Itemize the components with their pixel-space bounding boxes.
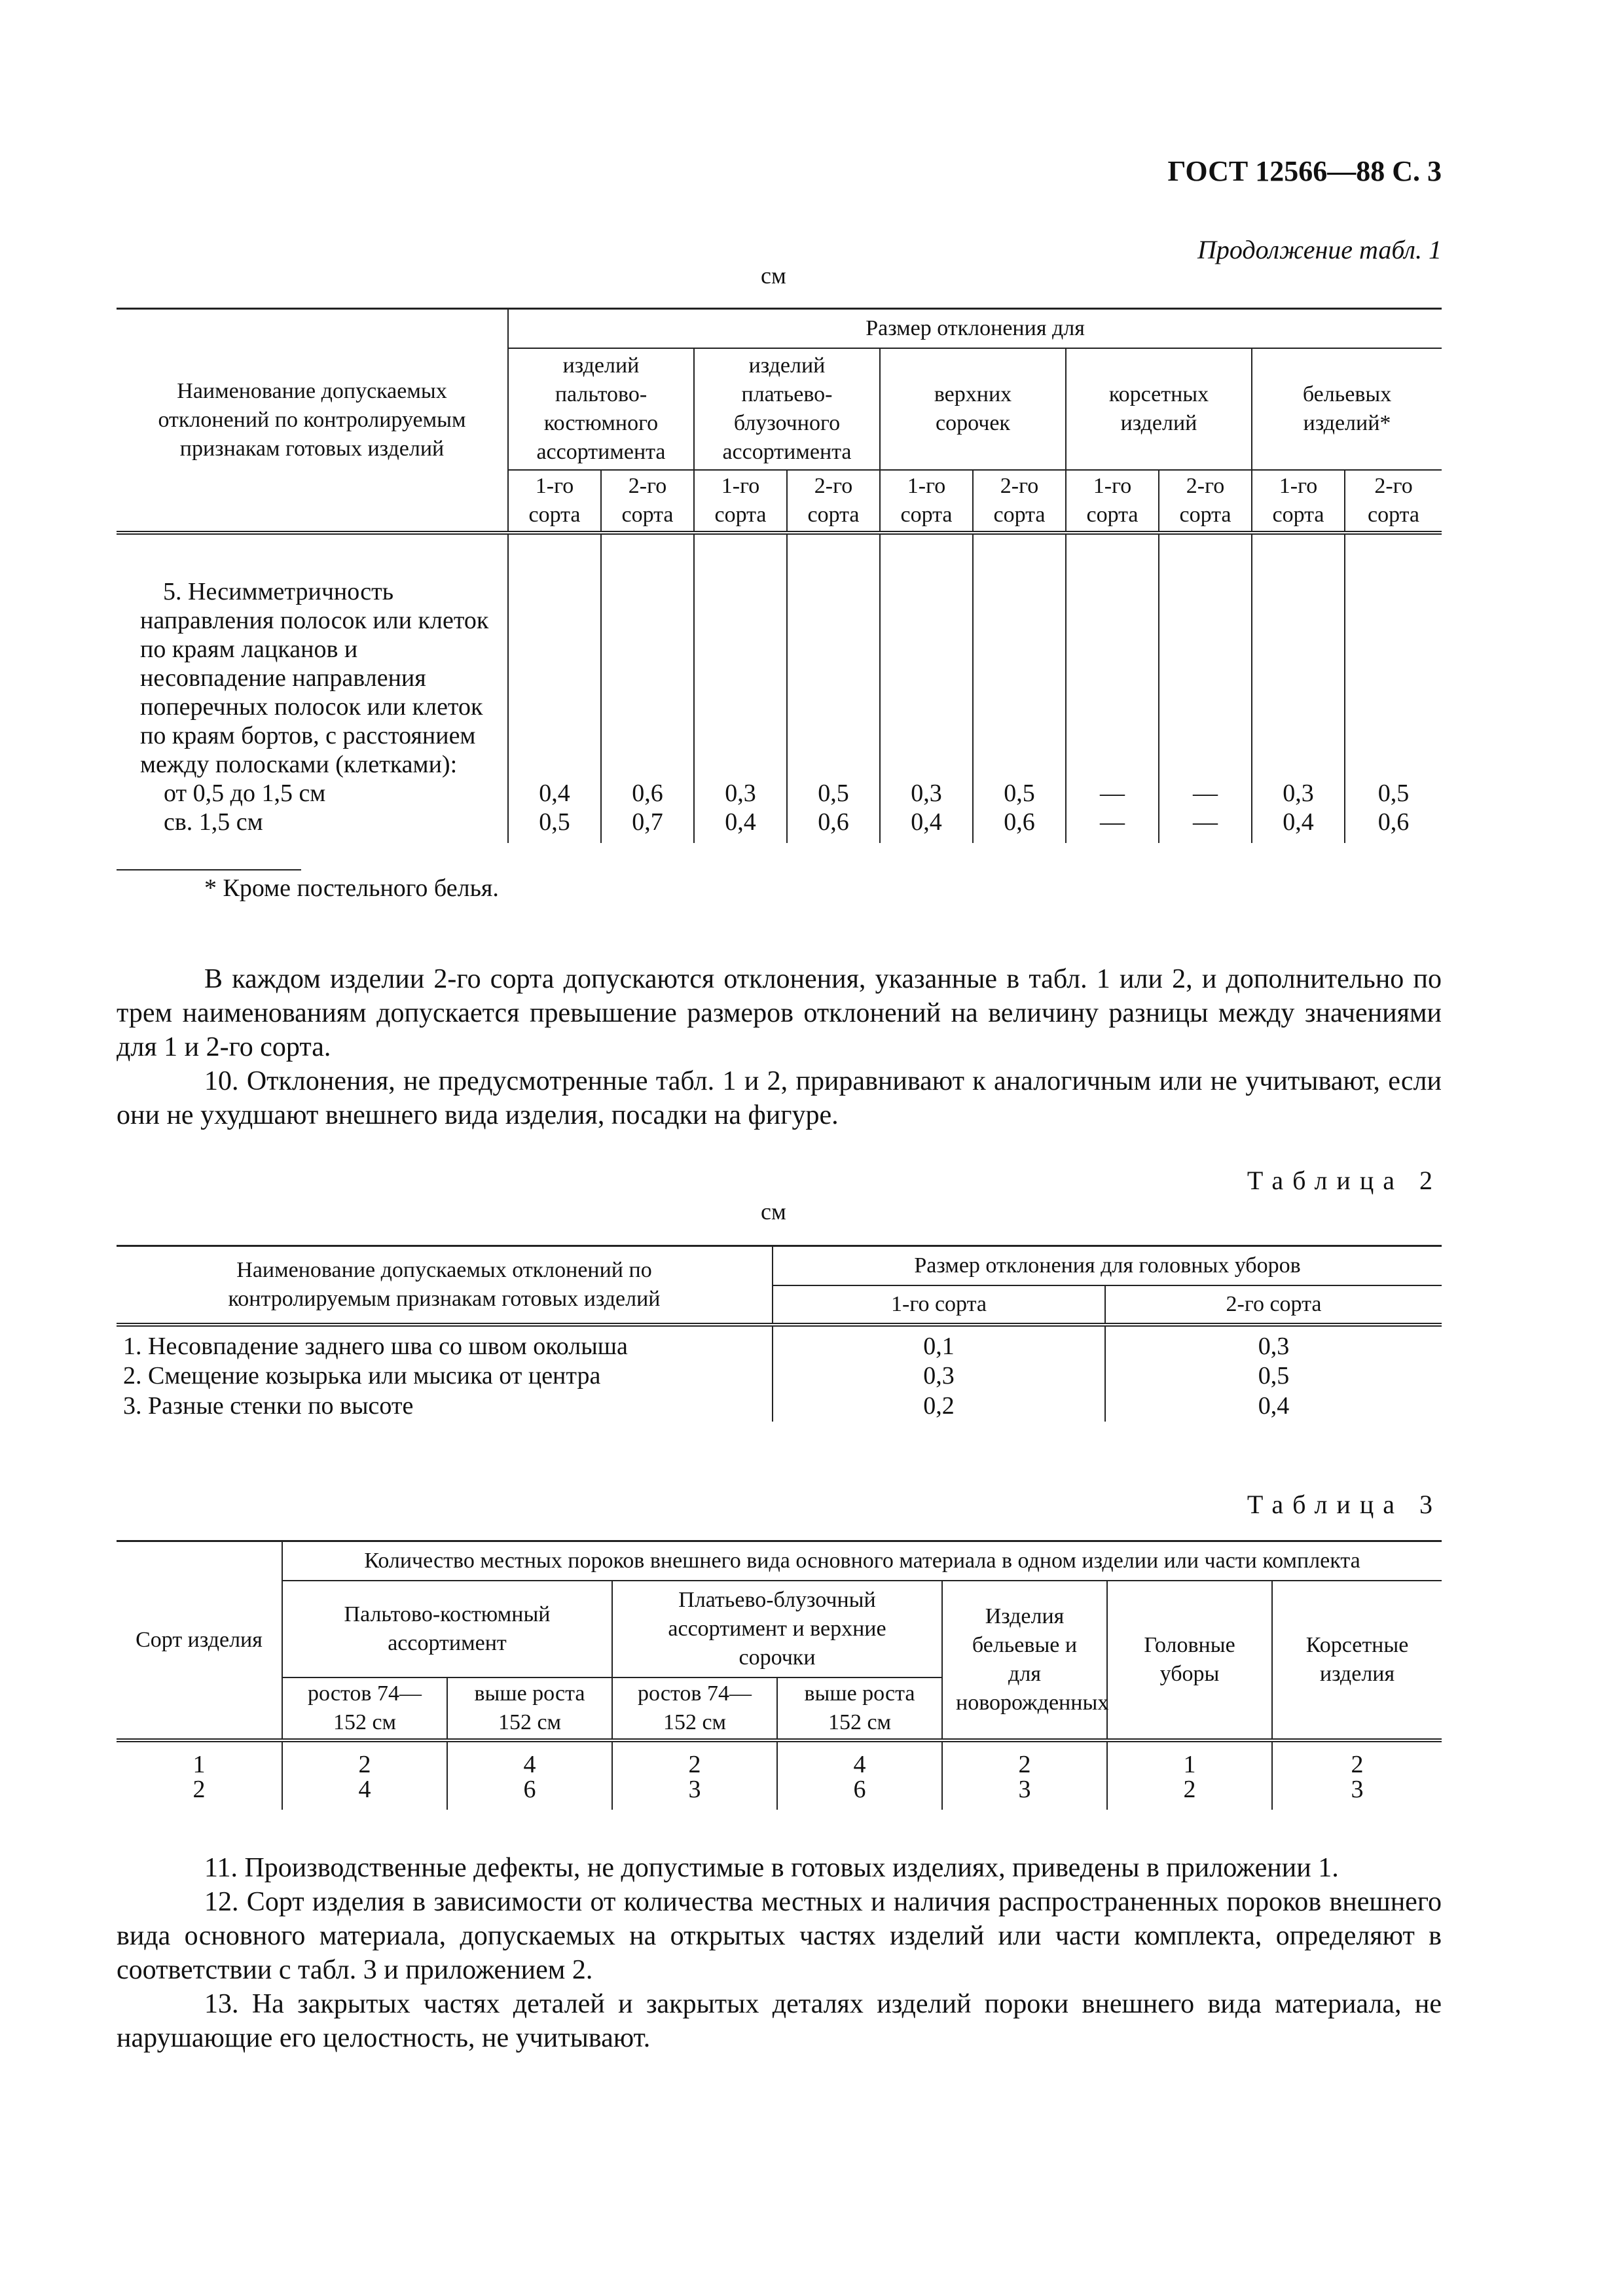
- value: —: [1100, 779, 1125, 807]
- value: 0,3: [725, 779, 756, 807]
- table-2: [117, 1245, 1442, 1422]
- grade-header: 2-го сорта: [1105, 1285, 1442, 1325]
- category-dress: изделий платьево-блузочного ассортимента: [694, 348, 880, 470]
- grade-header: 2-го сорта: [1159, 470, 1252, 533]
- table-row: 1. Несовпадение заднего шва со швом околыша: [117, 1325, 773, 1361]
- coat-header: Пальтово-костюмный ассортимент: [282, 1581, 612, 1677]
- above-header: выше роста 152 см: [447, 1677, 612, 1740]
- sort-value: 2: [117, 1777, 282, 1810]
- grade-header: 2-го сорта: [1345, 470, 1442, 533]
- dress-header: Платьево-блузочный ассортимент и верхние сорочки: [612, 1581, 942, 1677]
- grade-header: 1-го сорта: [508, 470, 601, 533]
- value-cell: [508, 533, 601, 843]
- value: 4: [447, 1740, 612, 1777]
- value-cell: [601, 533, 694, 843]
- row-5-sub1: от 0,5 до 1,5 см: [164, 779, 326, 807]
- value: 6: [777, 1777, 942, 1810]
- paragraph: 12. Сорт изделия в зависимости от количества местных и наличия распространенных пороков внешнего вида основного материала, допускаемых на открытых частях изделий или части комплекта, определяют в соответствии с табл. 3 и приложением 2.: [117, 1887, 1442, 1985]
- row-5-name: [117, 533, 508, 843]
- linen-header: Изделия бельевые и для новорожденных: [942, 1581, 1107, 1740]
- value: 0,7: [632, 808, 663, 836]
- value: —: [1193, 779, 1218, 807]
- heights-header: ростов 74—152 см: [282, 1677, 447, 1740]
- row-5-sub2: св. 1,5 см: [164, 808, 263, 836]
- value: 0,6: [1004, 808, 1035, 836]
- category-coat: изделий пальтово-костюмного ассортимента: [508, 348, 694, 470]
- paragraph: 11. Производственные дефекты, не допустимые в готовых изделиях, приведены в приложении 1.: [204, 1853, 1339, 1883]
- hats-header: Головные уборы: [1107, 1581, 1272, 1740]
- value: 0,5: [818, 779, 849, 807]
- category-shirts: верхних сорочек: [880, 348, 1066, 470]
- grade-header: 2-го сорта: [787, 470, 880, 533]
- table-3: [117, 1540, 1442, 1810]
- value: 4: [282, 1777, 447, 1810]
- value: 0,3: [1105, 1325, 1442, 1361]
- value: 0,4: [911, 808, 942, 836]
- table2-caption: Таблица 2: [1247, 1166, 1442, 1195]
- table2-unit: см: [761, 1198, 786, 1225]
- grade-header: 1-го сорта: [694, 470, 787, 533]
- corset-header: Корсетные изделия: [1272, 1581, 1442, 1740]
- value: 0,5: [1105, 1361, 1442, 1391]
- value: —: [1100, 808, 1125, 836]
- grade-header: 2-го сорта: [601, 470, 694, 533]
- value: 0,4: [1283, 808, 1314, 836]
- heights-header: ростов 74—152 см: [612, 1677, 777, 1740]
- value: 2: [1107, 1777, 1272, 1810]
- table-1: [117, 308, 1442, 843]
- value: 0,6: [1377, 808, 1410, 836]
- category-linen: бельевых изделий*: [1252, 348, 1442, 470]
- grade-header: 1-го сорта: [1066, 470, 1159, 533]
- value: 0,3: [1283, 779, 1314, 807]
- sort-value: 1: [117, 1740, 282, 1777]
- value: 2: [1272, 1740, 1442, 1777]
- grade-header: 1-го сорта: [880, 470, 973, 533]
- paragraph-block-1: [117, 962, 1442, 1132]
- table-row: 2. Смещение козырька или мысика от центра: [117, 1361, 773, 1391]
- above-header: выше роста 152 см: [777, 1677, 942, 1740]
- value: 0,4: [1105, 1391, 1442, 1422]
- value: 0,1: [773, 1325, 1105, 1361]
- footnote: * Кроме постельного белья.: [204, 874, 499, 902]
- grade-header: 2-го сорта: [973, 470, 1066, 533]
- footnote-divider: [117, 869, 301, 870]
- table1-unit: см: [761, 262, 786, 289]
- paragraph: 13. На закрытых частях деталей и закрытых деталях изделий пороки внешнего вида материала, не нарушающие его целостность, не учитывают.: [117, 1989, 1442, 2053]
- grade-header: 1-го сорта: [1252, 470, 1345, 533]
- value-cell: [694, 533, 787, 843]
- value: 0,2: [773, 1391, 1105, 1422]
- value: 0,5: [539, 808, 570, 836]
- value-cell: [787, 533, 880, 843]
- row-5-text: 5. Несимметричность направления полосок или клеток по краям лацканов и несовпадение направления поперечных полосок или клеток по краям бортов, с расстоянием между полосками (клетками):: [140, 577, 489, 778]
- name-header: Наименование допускаемых отклонений по контролируемым признакам готовых изделий: [117, 309, 508, 533]
- paragraph: 10. Отклонения, не предусмотренные табл. 1 и 2, приравнивают к аналогичным или не учитывают, если они не ухудшают внешнего вида изделия, посадки на фигуре.: [117, 1066, 1442, 1130]
- paragraph: В каждом изделии 2-го сорта допускаются отклонения, указанные в табл. 1 или 2, и дополнительно по трем наименованиям допускается превышение размеров отклонений на величину разницы между значениями для 1 и 2-го сорта.: [117, 964, 1442, 1062]
- table-continuation-label: Продолжение табл. 1: [1197, 235, 1442, 264]
- group-header: Количество местных пороков внешнего вида основного материала в одном изделии или части комплекта: [282, 1541, 1442, 1581]
- table-row: 3. Разные стенки по высоте: [117, 1391, 773, 1422]
- value: 0,3: [911, 779, 942, 807]
- value: —: [1193, 808, 1218, 836]
- grade-header: 1-го сорта: [773, 1285, 1105, 1325]
- value: 0,3: [773, 1361, 1105, 1391]
- name-header: Наименование допускаемых отклонений по контролируемым признакам готовых изделий: [117, 1246, 773, 1325]
- value: 4: [777, 1740, 942, 1777]
- value-cell: [973, 533, 1066, 843]
- paragraph-block-2: [117, 1851, 1442, 2055]
- value: 2: [942, 1740, 1107, 1777]
- value-cell: [1345, 533, 1442, 843]
- value: 3: [942, 1777, 1107, 1810]
- group-header: Размер отклонения для головных уборов: [773, 1246, 1442, 1285]
- value-cell: [1252, 533, 1345, 843]
- value: 0,6: [818, 808, 849, 836]
- category-corset: корсетных изделий: [1066, 348, 1252, 470]
- value: 3: [612, 1777, 777, 1810]
- value: 1: [1107, 1740, 1272, 1777]
- value: 3: [1272, 1777, 1442, 1810]
- value-cell: [880, 533, 973, 843]
- value: 2: [612, 1740, 777, 1777]
- document-header: ГОСТ 12566—88 С. 3: [1167, 155, 1442, 187]
- value: 2: [282, 1740, 447, 1777]
- value-cell: [1066, 533, 1159, 843]
- value: 0,5: [1004, 779, 1035, 807]
- value: 6: [447, 1777, 612, 1810]
- value: 0,4: [539, 779, 570, 807]
- value: 0,6: [632, 779, 663, 807]
- group-header: Размер отклонения для: [508, 309, 1442, 348]
- table3-caption: Таблица 3: [1247, 1490, 1442, 1519]
- value: 0,4: [725, 808, 756, 836]
- value-cell: [1159, 533, 1252, 843]
- sort-header: Сорт изделия: [117, 1541, 282, 1740]
- value: 0,5: [1377, 779, 1410, 807]
